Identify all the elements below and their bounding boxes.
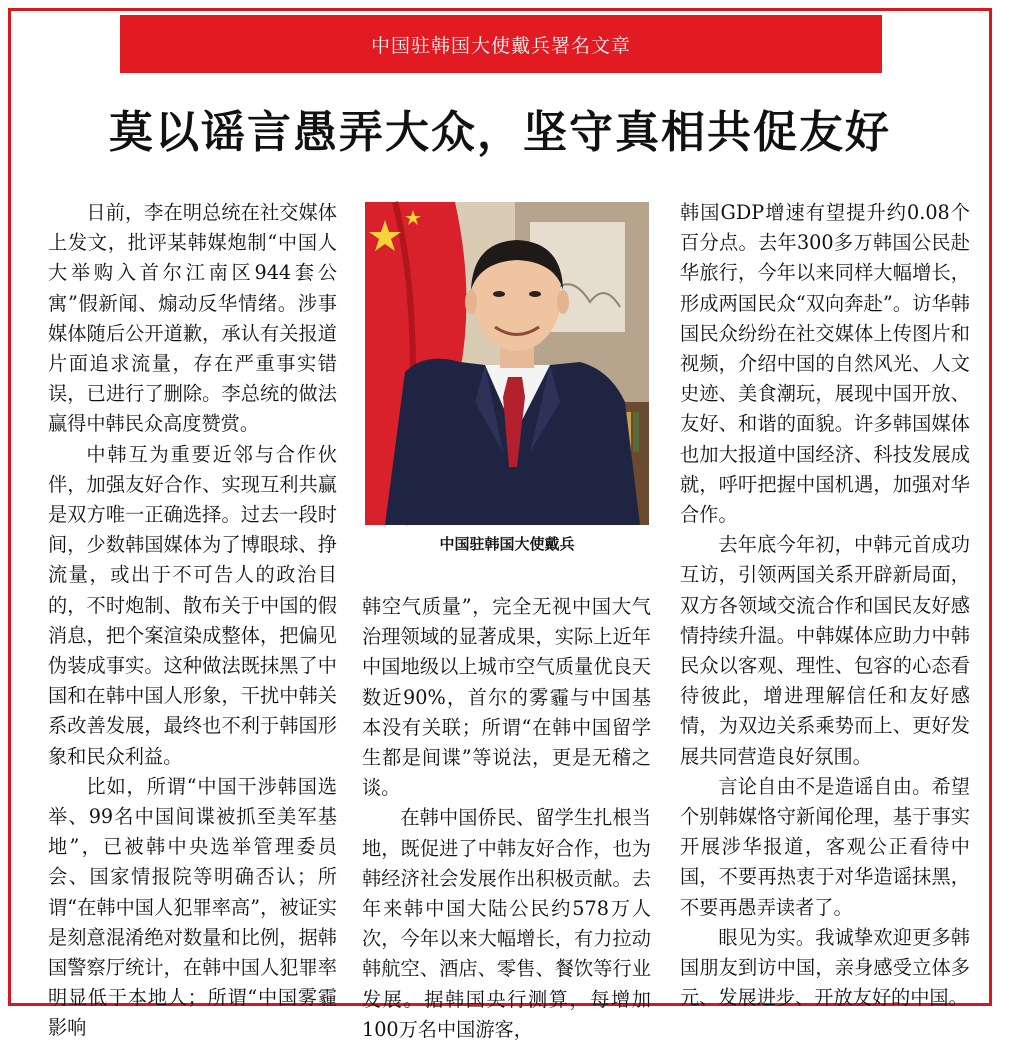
paragraph: 眼见为实。我诚挚欢迎更多韩国朋友到访中国，亲身感受立体多元、发展进步、开放友好的中国。	[680, 925, 970, 1010]
paragraph: 比如，所谓“中国干涉韩国选举、99名中国间谍被抓至美军基地”，已被韩中央选举管理委员会、国家情报院等明确否认；所谓“在韩中国人犯罪率高”，被证实是刻意混淆绝对数量和比例，据韩国警察厅统计，在韩中国人犯罪率明显低于本地人；所谓“中国雾霾影响	[48, 774, 337, 1040]
paragraph: 韩国GDP增速有望提升约0.08个百分点。去年300多万韩国公民赴华旅行，今年以来同样大幅增长，形成两国民众“双向奔赴”。访华韩国民众纷纷在社交媒体上传图片和视频，介绍中国的自然风光、人文史迹、美食潮玩，展现中国开放、友好、和谐的面貌。许多韩国媒体也加大报道中国经济、科技发展成就，呼吁把握中国机遇，加强对华合作。	[680, 201, 970, 527]
article-headline: 莫以谣言愚弄大众，坚守真相共促友好	[109, 107, 891, 158]
paragraph: 去年底今年初，中韩元首成功互访，引领两国关系开辟新局面，双方各领域交流合作和国民友好感情持续升温。中韩媒体应助力中韩民众以客观、理性、包容的心态看待彼此，增进理解信任和友好感情，为双边关系乘势而上、更好发展共同营造良好氛围。	[680, 533, 970, 768]
article-frame	[8, 8, 992, 1041]
article-column-2	[362, 592, 651, 1045]
paragraph: 中韩互为重要近邻与合作伙伴，加强友好合作、实现互利共赢是双方唯一正确选择。过去一段时间，少数韩国媒体为了博眼球、挣流量，或出于不可告人的政治目的，不时炮制、散布关于中国的假消息，把个案渲染成整体，把偏见伪装成事实。这种做法既抹黑了中国和在韩中国人形象，干扰中韩关系改善发展，最终也不利于韩国形象和民众利益。	[48, 442, 337, 768]
paragraph: 韩空气质量”，完全无视中国大气治理领域的显著成果，实际上近年中国地级以上城市空气质量优良天数近90%，首尔的雾霾与中国基本没有关联；所谓“在韩中国留学生都是间谍”等说法，更是无稽之谈。	[362, 595, 651, 800]
portrait-illustration	[365, 202, 649, 525]
article-banner: 中国驻韩国大使戴兵署名文章	[120, 15, 882, 73]
paragraph: 日前，李在明总统在社交媒体上发文，批评某韩媒炮制“中国人大举购入首尔江南区944套公寓”假新闻、煽动反华情绪。涉事媒体随后公开道歉，承认有关报道片面追求流量，存在严重事实错误，已进行了删除。李总统的做法赢得中韩民众高度赞赏。	[48, 201, 337, 436]
photo-caption: 中国驻韩国大使戴兵	[439, 535, 575, 553]
ambassador-photo	[365, 202, 649, 525]
paragraph: 在韩中国侨民、留学生扎根当地，既促进了中韩友好合作，也为韩经济社会发展作出积极贡献。去年来韩中国大陆公民约578万人次，今年以来大幅增长，有力拉动韩航空、酒店、零售、餐饮等行业发展。据韩国央行测算，每增加100万名中国游客，	[362, 806, 651, 1041]
article-column-1	[48, 198, 337, 1044]
paragraph: 言论自由不是造谣自由。希望个别韩媒恪守新闻伦理，基于事实开展涉华报道，客观公正看待中国，不要再热衷于对华造谣抹黑，不要再愚弄读者了。	[680, 774, 970, 919]
article-column-3	[680, 198, 970, 1013]
